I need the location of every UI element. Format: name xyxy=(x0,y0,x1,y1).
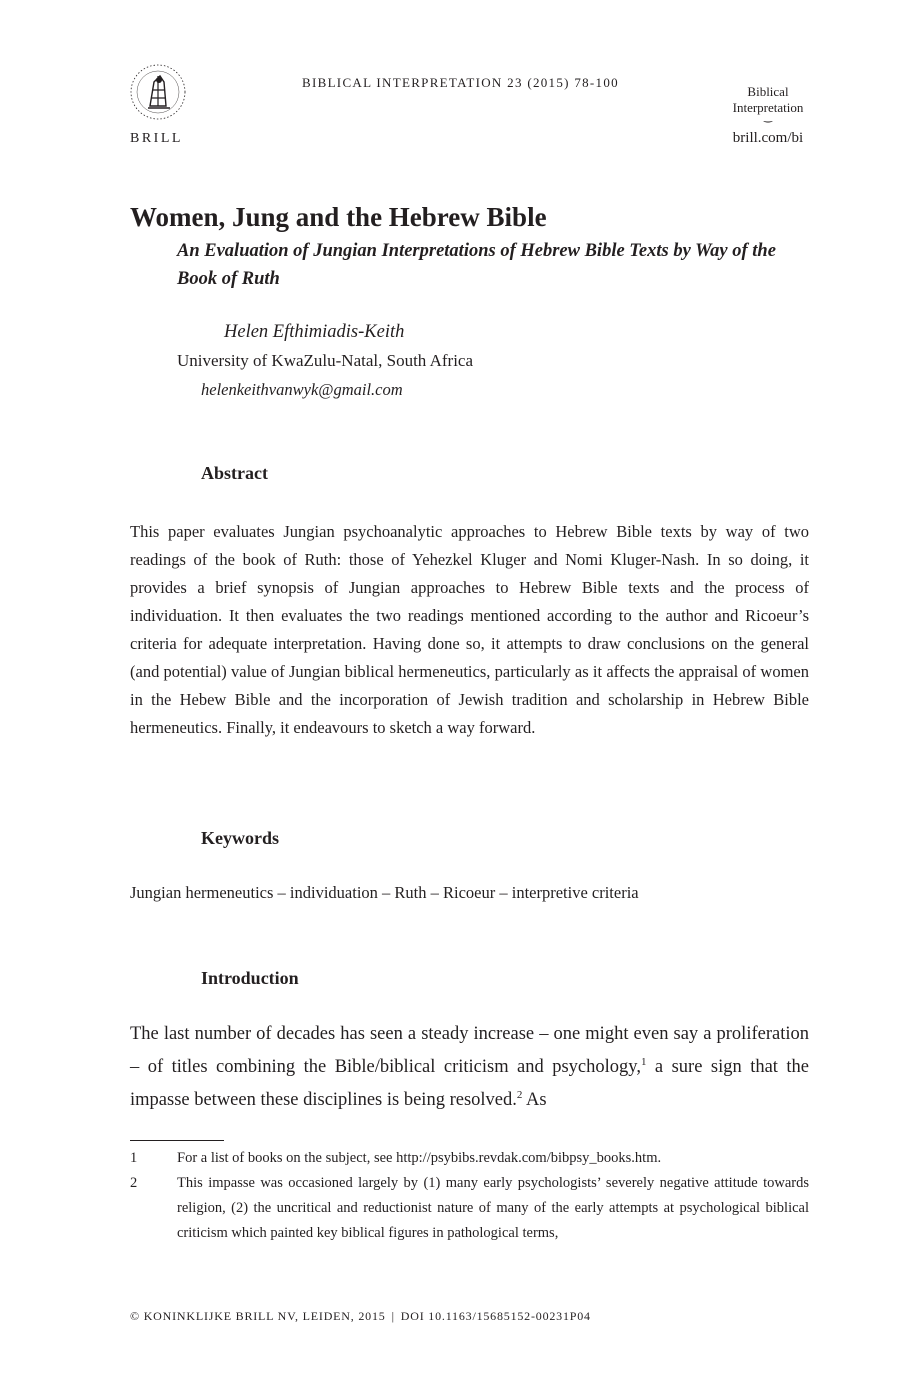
introduction-heading: Introduction xyxy=(201,968,299,988)
intro-text-part3: As xyxy=(522,1090,547,1111)
introduction-text xyxy=(130,1020,809,1114)
footnote-ref-1[interactable]: 1 xyxy=(640,1056,647,1068)
brill-logo-icon xyxy=(120,62,196,126)
journal-logo-line2: Interpretation xyxy=(732,100,804,115)
footnote-ref-2[interactable]: 2 xyxy=(516,1089,523,1102)
footnote-number: 2 xyxy=(130,1175,138,1191)
abstract-heading: Abstract xyxy=(201,463,268,483)
keywords-text: Jungian hermeneutics – individuation – Ruth – Ricoeur – interpretive criteria xyxy=(130,883,639,902)
footnote-2 xyxy=(130,1171,809,1251)
journal-logo xyxy=(716,84,820,122)
footnote-divider xyxy=(130,1140,224,1141)
doi[interactable]: DOI 10.1163/15685152-00231P04 xyxy=(400,1309,591,1323)
journal-url: brill.com/bi xyxy=(732,130,804,146)
page-footer xyxy=(130,1309,591,1324)
copyright-notice: © KONINKLIJKE BRILL NV, LEIDEN, 2015 xyxy=(130,1309,386,1323)
author-name: Helen Efthimiadis-Keith xyxy=(224,322,405,342)
footnote-1 xyxy=(130,1146,809,1171)
footer-separator: | xyxy=(391,1309,395,1323)
journal-logo-line1: Biblical xyxy=(747,84,789,99)
intro-text-part2: a sure sign that the impasse between these disciplines is being resolved. xyxy=(130,1057,810,1111)
keywords-heading: Keywords xyxy=(201,828,279,848)
author-email[interactable]: helenkeithvanwyk@gmail.com xyxy=(201,380,403,399)
footnote-number: 1 xyxy=(130,1150,138,1166)
intro-text-part1: The last number of decades has seen a steady increase – one might even say a proliferation – of titles combining the Bible/biblical criticism and psychology, xyxy=(130,1024,809,1078)
tilde-ornament-icon: ‿ xyxy=(763,112,773,123)
article-subtitle: An Evaluation of Jungian Interpretations of Hebrew Bible Texts by Way of the Book of Ruth xyxy=(177,241,776,289)
journal-running-head: BIBLICAL INTERPRETATION 23 (2015) 78-100 xyxy=(302,75,619,90)
article-title: Women, Jung and the Hebrew Bible xyxy=(130,202,547,232)
abstract-text: This paper evaluates Jungian psychoanalytic approaches to Hebrew Bible texts by way of two readings of the book of Ruth: those of Yehezkel Kluger and Nomi Kluger-Nash. In so doing, it provides a brief synopsis of Jungian approaches to Hebrew Bible texts and the process of individuation. It then evaluates the two readings mentioned according to the author and Ricoeur’s criteria for adequate interpretation. Having done so, it attempts to draw conclusions on the general (and potential) value of Jungian biblical hermeneutics, particularly as it affects the appraisal of women in the Hebew Bible and the incorporation of Jewish tradition and scholarship in Hebrew Bible hermeneutics. Finally, it endeavours to sketch a way forward. xyxy=(130,522,809,737)
author-affiliation: University of KwaZulu-Natal, South Africa xyxy=(177,351,474,370)
publisher-name: BRILL xyxy=(130,131,183,146)
footnote-text: This impasse was occasioned largely by (1) many early psychologists’ severely negative attitude towards religion, (2) the uncritical and reductionist nature of many of the early attempts at psychological biblical criticism which painted key biblical figures in pathological terms, xyxy=(177,1175,809,1241)
footnote-text: For a list of books on the subject, see http://psybibs.revdak.com/bibpsy_books.htm. xyxy=(177,1150,662,1166)
